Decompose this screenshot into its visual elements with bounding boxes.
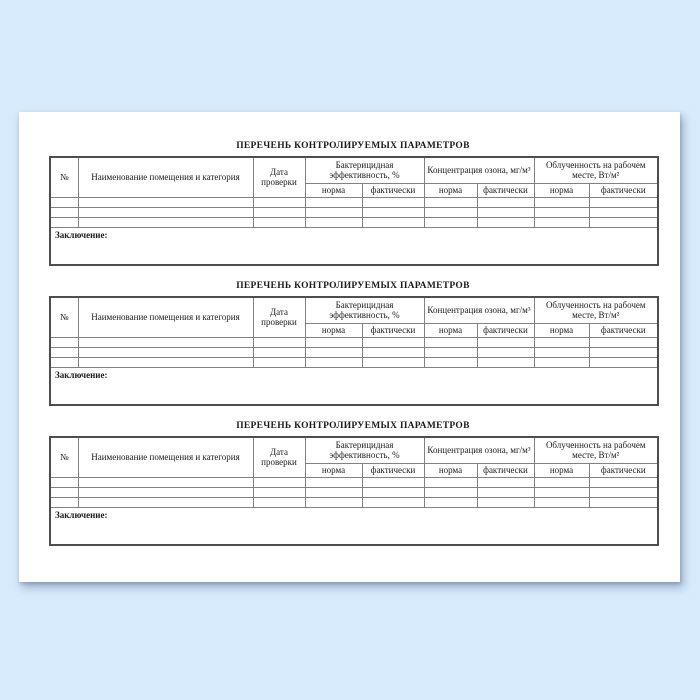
empty-cell	[477, 347, 534, 357]
empty-cell	[305, 217, 362, 227]
col-header-check-date: Дата проверки	[253, 297, 305, 337]
col-header-check-date: Дата проверки	[253, 157, 305, 197]
empty-cell	[78, 217, 253, 227]
col-header-number: №	[50, 157, 78, 197]
empty-form-row	[50, 357, 658, 367]
empty-cell	[589, 357, 658, 367]
empty-cell	[50, 347, 78, 357]
empty-cell	[362, 347, 424, 357]
empty-cell	[362, 497, 424, 507]
empty-cell	[424, 487, 477, 497]
empty-cell	[424, 217, 477, 227]
empty-cell	[78, 197, 253, 207]
empty-cell	[253, 497, 305, 507]
controlled-parameters-form	[49, 420, 657, 546]
empty-cell	[589, 197, 658, 207]
conclusion-row	[50, 227, 658, 265]
empty-cell	[534, 487, 589, 497]
empty-cell	[424, 197, 477, 207]
empty-cell	[305, 487, 362, 497]
empty-cell	[50, 487, 78, 497]
col-header-workplace-irradiance: Облученность на рабочем месте, Вт/м²	[534, 437, 658, 463]
empty-cell	[362, 217, 424, 227]
conclusion-row	[50, 367, 658, 405]
empty-cell	[78, 477, 253, 487]
empty-cell	[534, 477, 589, 487]
empty-cell	[305, 477, 362, 487]
document-page	[19, 112, 680, 582]
controlled-parameters-form	[49, 140, 657, 266]
header-row-groups	[50, 157, 658, 183]
empty-cell	[589, 217, 658, 227]
empty-cell	[534, 357, 589, 367]
conclusion-cell: Заключение:	[50, 367, 658, 405]
empty-cell	[253, 207, 305, 217]
empty-cell	[50, 217, 78, 227]
empty-cell	[477, 217, 534, 227]
empty-cell	[534, 497, 589, 507]
empty-cell	[477, 497, 534, 507]
empty-cell	[424, 497, 477, 507]
empty-cell	[589, 337, 658, 347]
table-title: ПЕРЕЧЕНЬ КОНТРОЛИРУЕМЫХ ПАРАМЕТРОВ	[236, 421, 470, 431]
subheader-norm: норма	[305, 463, 362, 477]
empty-form-row	[50, 217, 658, 227]
col-header-ozone-concentration: Концентрация озона, мг/м³	[424, 437, 534, 463]
empty-cell	[589, 477, 658, 487]
empty-cell	[534, 337, 589, 347]
empty-cell	[253, 217, 305, 227]
empty-cell	[424, 477, 477, 487]
empty-cell	[424, 347, 477, 357]
subheader-actual: фактически	[477, 183, 534, 197]
empty-cell	[305, 337, 362, 347]
subheader-norm: норма	[534, 323, 589, 337]
empty-cell	[253, 357, 305, 367]
empty-cell	[253, 347, 305, 357]
empty-cell	[589, 207, 658, 217]
empty-cell	[424, 207, 477, 217]
col-header-workplace-irradiance: Облученность на рабочем месте, Вт/м²	[534, 157, 658, 183]
subheader-actual: фактически	[477, 463, 534, 477]
empty-cell	[362, 337, 424, 347]
empty-cell	[78, 357, 253, 367]
empty-form-row	[50, 207, 658, 217]
col-header-bactericidal-effectiveness: Бактерицидная эффективность, %	[305, 157, 424, 183]
empty-cell	[362, 357, 424, 367]
empty-cell	[477, 487, 534, 497]
col-header-ozone-concentration: Концентрация озона, мг/м³	[424, 157, 534, 183]
empty-cell	[362, 207, 424, 217]
subheader-norm: норма	[305, 183, 362, 197]
empty-cell	[477, 477, 534, 487]
subheader-norm: норма	[534, 463, 589, 477]
header-row-groups	[50, 437, 658, 463]
empty-cell	[477, 357, 534, 367]
empty-cell	[589, 487, 658, 497]
empty-cell	[362, 197, 424, 207]
empty-cell	[253, 487, 305, 497]
empty-cell	[305, 197, 362, 207]
subheader-actual: фактически	[362, 323, 424, 337]
subheader-norm: норма	[305, 323, 362, 337]
empty-cell	[362, 477, 424, 487]
empty-cell	[253, 477, 305, 487]
col-header-bactericidal-effectiveness: Бактерицидная эффективность, %	[305, 297, 424, 323]
col-header-check-date: Дата проверки	[253, 437, 305, 477]
header-row-groups	[50, 297, 658, 323]
empty-cell	[50, 357, 78, 367]
empty-cell	[589, 347, 658, 357]
conclusion-cell: Заключение:	[50, 507, 658, 545]
empty-cell	[253, 337, 305, 347]
col-header-room-name: Наименование помещения и категория	[78, 437, 253, 477]
empty-cell	[78, 337, 253, 347]
subheader-actual: фактически	[589, 463, 658, 477]
empty-cell	[534, 217, 589, 227]
col-header-number: №	[50, 297, 78, 337]
empty-form-row	[50, 197, 658, 207]
subheader-actual: фактически	[362, 463, 424, 477]
empty-cell	[305, 207, 362, 217]
col-header-room-name: Наименование помещения и категория	[78, 157, 253, 197]
empty-form-row	[50, 337, 658, 347]
empty-cell	[253, 197, 305, 207]
empty-form-row	[50, 497, 658, 507]
empty-cell	[424, 337, 477, 347]
subheader-actual: фактически	[589, 183, 658, 197]
empty-cell	[78, 347, 253, 357]
col-header-ozone-concentration: Концентрация озона, мг/м³	[424, 297, 534, 323]
empty-cell	[50, 477, 78, 487]
empty-cell	[424, 357, 477, 367]
parameters-table	[49, 296, 659, 406]
empty-cell	[50, 207, 78, 217]
empty-cell	[534, 207, 589, 217]
col-header-bactericidal-effectiveness: Бактерицидная эффективность, %	[305, 437, 424, 463]
empty-cell	[589, 497, 658, 507]
conclusion-cell: Заключение:	[50, 227, 658, 265]
subheader-norm: норма	[424, 463, 477, 477]
empty-cell	[305, 497, 362, 507]
empty-cell	[305, 347, 362, 357]
empty-cell	[50, 497, 78, 507]
subheader-actual: фактически	[362, 183, 424, 197]
empty-cell	[534, 197, 589, 207]
parameters-table	[49, 436, 659, 546]
empty-cell	[477, 197, 534, 207]
col-header-workplace-irradiance: Облученность на рабочем месте, Вт/м²	[534, 297, 658, 323]
subheader-norm: норма	[424, 323, 477, 337]
empty-cell	[78, 497, 253, 507]
subheader-norm: норма	[424, 183, 477, 197]
empty-cell	[534, 347, 589, 357]
col-header-number: №	[50, 437, 78, 477]
empty-cell	[477, 337, 534, 347]
table-title: ПЕРЕЧЕНЬ КОНТРОЛИРУЕМЫХ ПАРАМЕТРОВ	[236, 281, 470, 291]
col-header-room-name: Наименование помещения и категория	[78, 297, 253, 337]
subheader-actual: фактически	[589, 323, 658, 337]
empty-form-row	[50, 487, 658, 497]
empty-cell	[305, 357, 362, 367]
empty-cell	[50, 197, 78, 207]
empty-cell	[78, 487, 253, 497]
parameters-table	[49, 156, 659, 266]
subheader-actual: фактически	[477, 323, 534, 337]
empty-form-row	[50, 347, 658, 357]
table-title: ПЕРЕЧЕНЬ КОНТРОЛИРУЕМЫХ ПАРАМЕТРОВ	[236, 141, 470, 151]
conclusion-row	[50, 507, 658, 545]
empty-cell	[78, 207, 253, 217]
empty-form-row	[50, 477, 658, 487]
empty-cell	[362, 487, 424, 497]
empty-cell	[477, 207, 534, 217]
empty-cell	[50, 337, 78, 347]
subheader-norm: норма	[534, 183, 589, 197]
controlled-parameters-form	[49, 280, 657, 406]
